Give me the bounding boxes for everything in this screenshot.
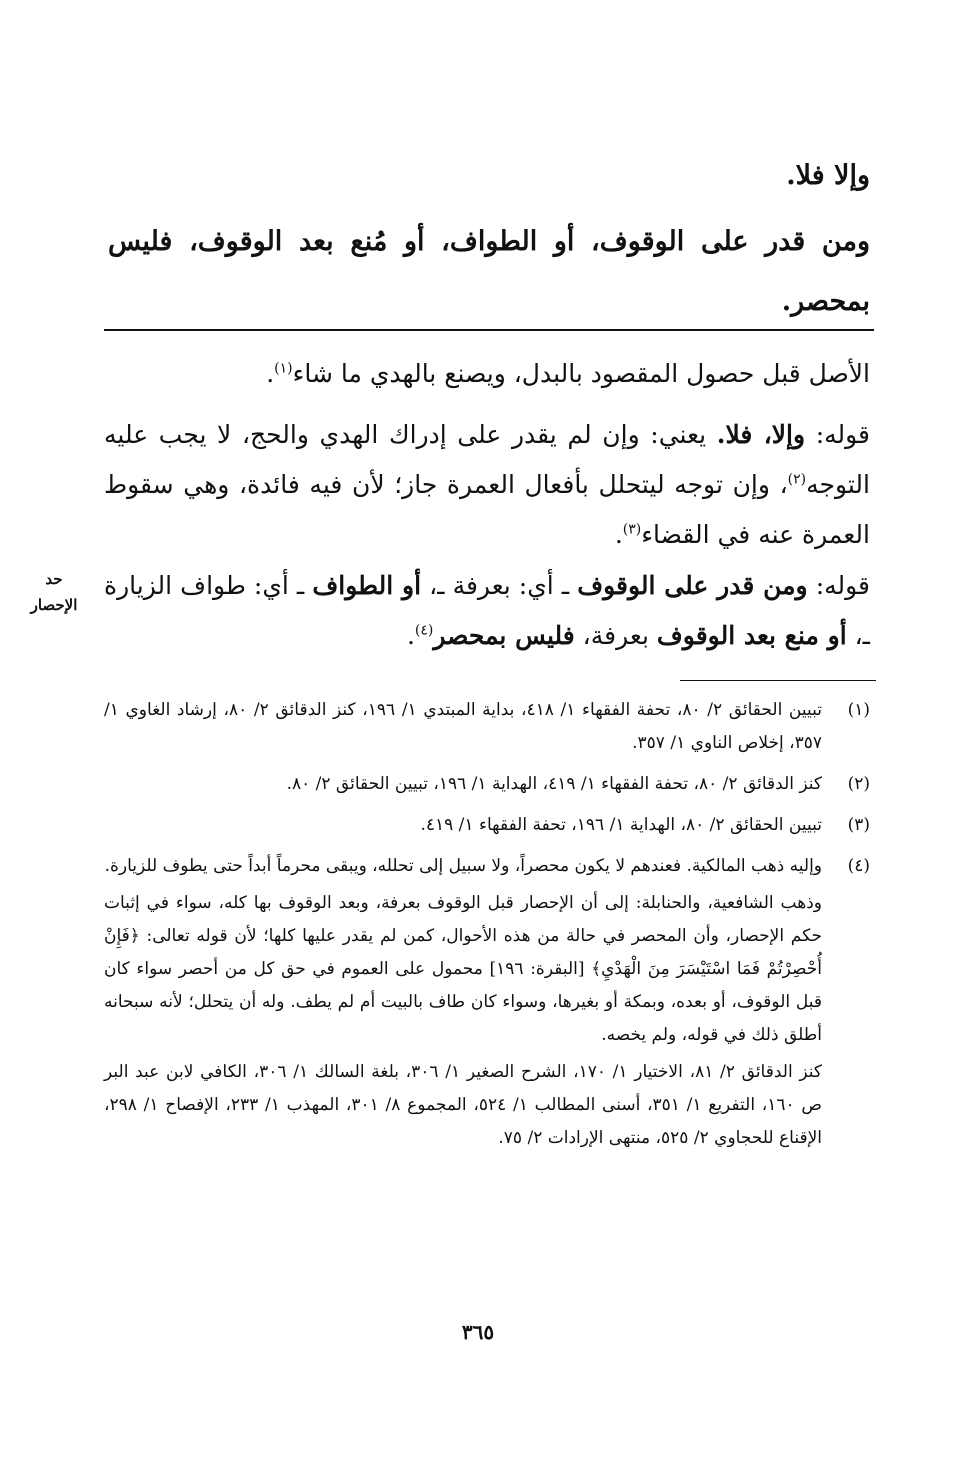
sharh-paragraph-2 (104, 410, 870, 560)
matn-quote: ومن قدر على الوقوف (577, 571, 808, 600)
footnote (104, 694, 870, 764)
sharh-punct: . (406, 621, 415, 650)
sharh-text: يعني: وإن لم يقدر على إدراك الهدي والحج، لا يجب عليه التوجه (104, 420, 870, 499)
footnote-ref-1[interactable]: (١) (274, 360, 293, 377)
footnote-number: (٢) (847, 774, 870, 794)
footnote-ref-3[interactable]: (٣) (622, 521, 642, 538)
sharh-text: بعرفة، (574, 621, 657, 650)
footnote-number: (٤) (847, 856, 870, 876)
sharh-paragraph-3 (104, 561, 870, 661)
sharh-text: ـ أي: بعرفة ـ، (421, 571, 578, 600)
footnote (104, 768, 870, 805)
matn-quote: وإلا، فلا. (716, 420, 806, 449)
sharh-text: ، وإن توجه ليتحلل بأفعال العمرة جاز؛ لأن فيه فائدة، وهي سقوط العمرة عنه في القضاء (104, 470, 870, 549)
footnote-body (104, 850, 822, 1159)
footnote-paragraph: وذهب الشافعية، والحنابلة: إلى أن الإحصار قبل الوقوف بعرفة، وبعد الوقوف بها كله، سواء في إثبات حكم الإحصار، وأن المحصر في حالة من هذه الأحوال، كمن لم يقدر عليها كلها؛ لأن قوله تعالى: ﴿فَإِنْ أُحْصِرْتُمْ فَمَا اسْتَيْسَرَ مِنَ الْهَدْيِ﴾ [البقرة: ١٩٦] محمول على العموم في حق كل من أحصر سواء كان قبل الوقوف، أو بعده، وبمكة أو بغيرها، وسواء كان طاف بالبيت أم لم يطف. وله أن يتحلل؛ لأنه سبحانه أطلق ذلك في قوله، ولم يخصه. (104, 893, 822, 1045)
matn-paragraph: ومن قدر على الوقوف، أو الطواف، أو مُنع بعد الوقوف، فليس بمحصر. (108, 226, 870, 317)
sharh-text: ـ أي: طواف الزيارة ـ، (104, 571, 870, 650)
margin-note-line-1: حد (45, 570, 63, 588)
sharh-intro: قوله: (807, 571, 871, 600)
footnote-separator-rule (680, 680, 876, 681)
footnote-ref-2[interactable]: (٢) (787, 471, 807, 488)
footnote-paragraph: تبيين الحقائق ٢/ ٨٠، الهداية ١/ ١٩٦، تحفة الفقهاء ١/ ٤١٩. (420, 815, 822, 835)
margin-note (16, 566, 92, 618)
footnote-body (104, 809, 822, 846)
footnote-paragraph: كنز الدقائق ٢/ ٨١، الاختيار ١/ ١٧٠، الشرح الصغير ١/ ٣٠٦، بلغة السالك ١/ ٣٠٦، الكافي لابن عبد البر ص ١٦٠، التفريع ١/ ٣٥١، أسنى المطالب ١/ ٥٢٤، المجموع ٨/ ٣٠١، المهذب ١/ ٢٣٣، الإفصاح ١/ ٢٩٨، الإقناع للحجاوي ٢/ ٥٢٥، منتهى الإرادات ٢/ ٧٥. (104, 1062, 822, 1148)
matn-quote: أو الطواف (312, 571, 422, 600)
footnote-number: (٣) (847, 815, 870, 835)
sharh-text: الأصل قبل حصول المقصود بالبدل، ويصنع بالهدي ما شاء (292, 359, 870, 388)
page-number: ٣٦٥ (461, 1320, 495, 1344)
sharh-punct: . (614, 520, 623, 549)
matn-separator-rule (104, 329, 874, 331)
footnote-number: (١) (847, 700, 870, 720)
footnote-paragraph: وإليه ذهب المالكية. فعندهم لا يكون محصراً، ولا سبيل إلى تحلله، ويبقى محرماً أبداً حتى يطوف للزيارة. (104, 856, 822, 876)
sharh-intro: قوله: (805, 420, 871, 449)
footnote (104, 850, 870, 1159)
margin-note-line-2: الإحصار (30, 596, 78, 614)
footnote-body (104, 768, 822, 805)
matn-quote: أو منع بعد الوقوف (656, 621, 847, 650)
footnote (104, 809, 870, 846)
sharh-punct: . (266, 359, 275, 388)
footnote-ref-4[interactable]: (٤) (414, 622, 434, 639)
sharh-paragraph-1 (104, 349, 870, 399)
matn-quote: فليس بمحصر (433, 621, 575, 650)
footnote-paragraph: كنز الدقائق ٢/ ٨٠، تحفة الفقهاء ١/ ٤١٩، الهداية ١/ ١٩٦، تبيين الحقائق ٢/ ٨٠. (286, 774, 822, 794)
matn-tail: وإلا فلا. (786, 160, 870, 191)
footnotes (104, 694, 870, 1163)
footnote-paragraph: تبيين الحقائق ٢/ ٨٠، تحفة الفقهاء ١/ ٤١٨، بداية المبتدي ١/ ١٩٦، كنز الدقائق ٢/ ٨٠، إرشاد الغاوي ١/ ٣٥٧، إخلاص الناوي ١/ ٣٥٧. (104, 700, 822, 753)
footnote-body (104, 694, 822, 764)
